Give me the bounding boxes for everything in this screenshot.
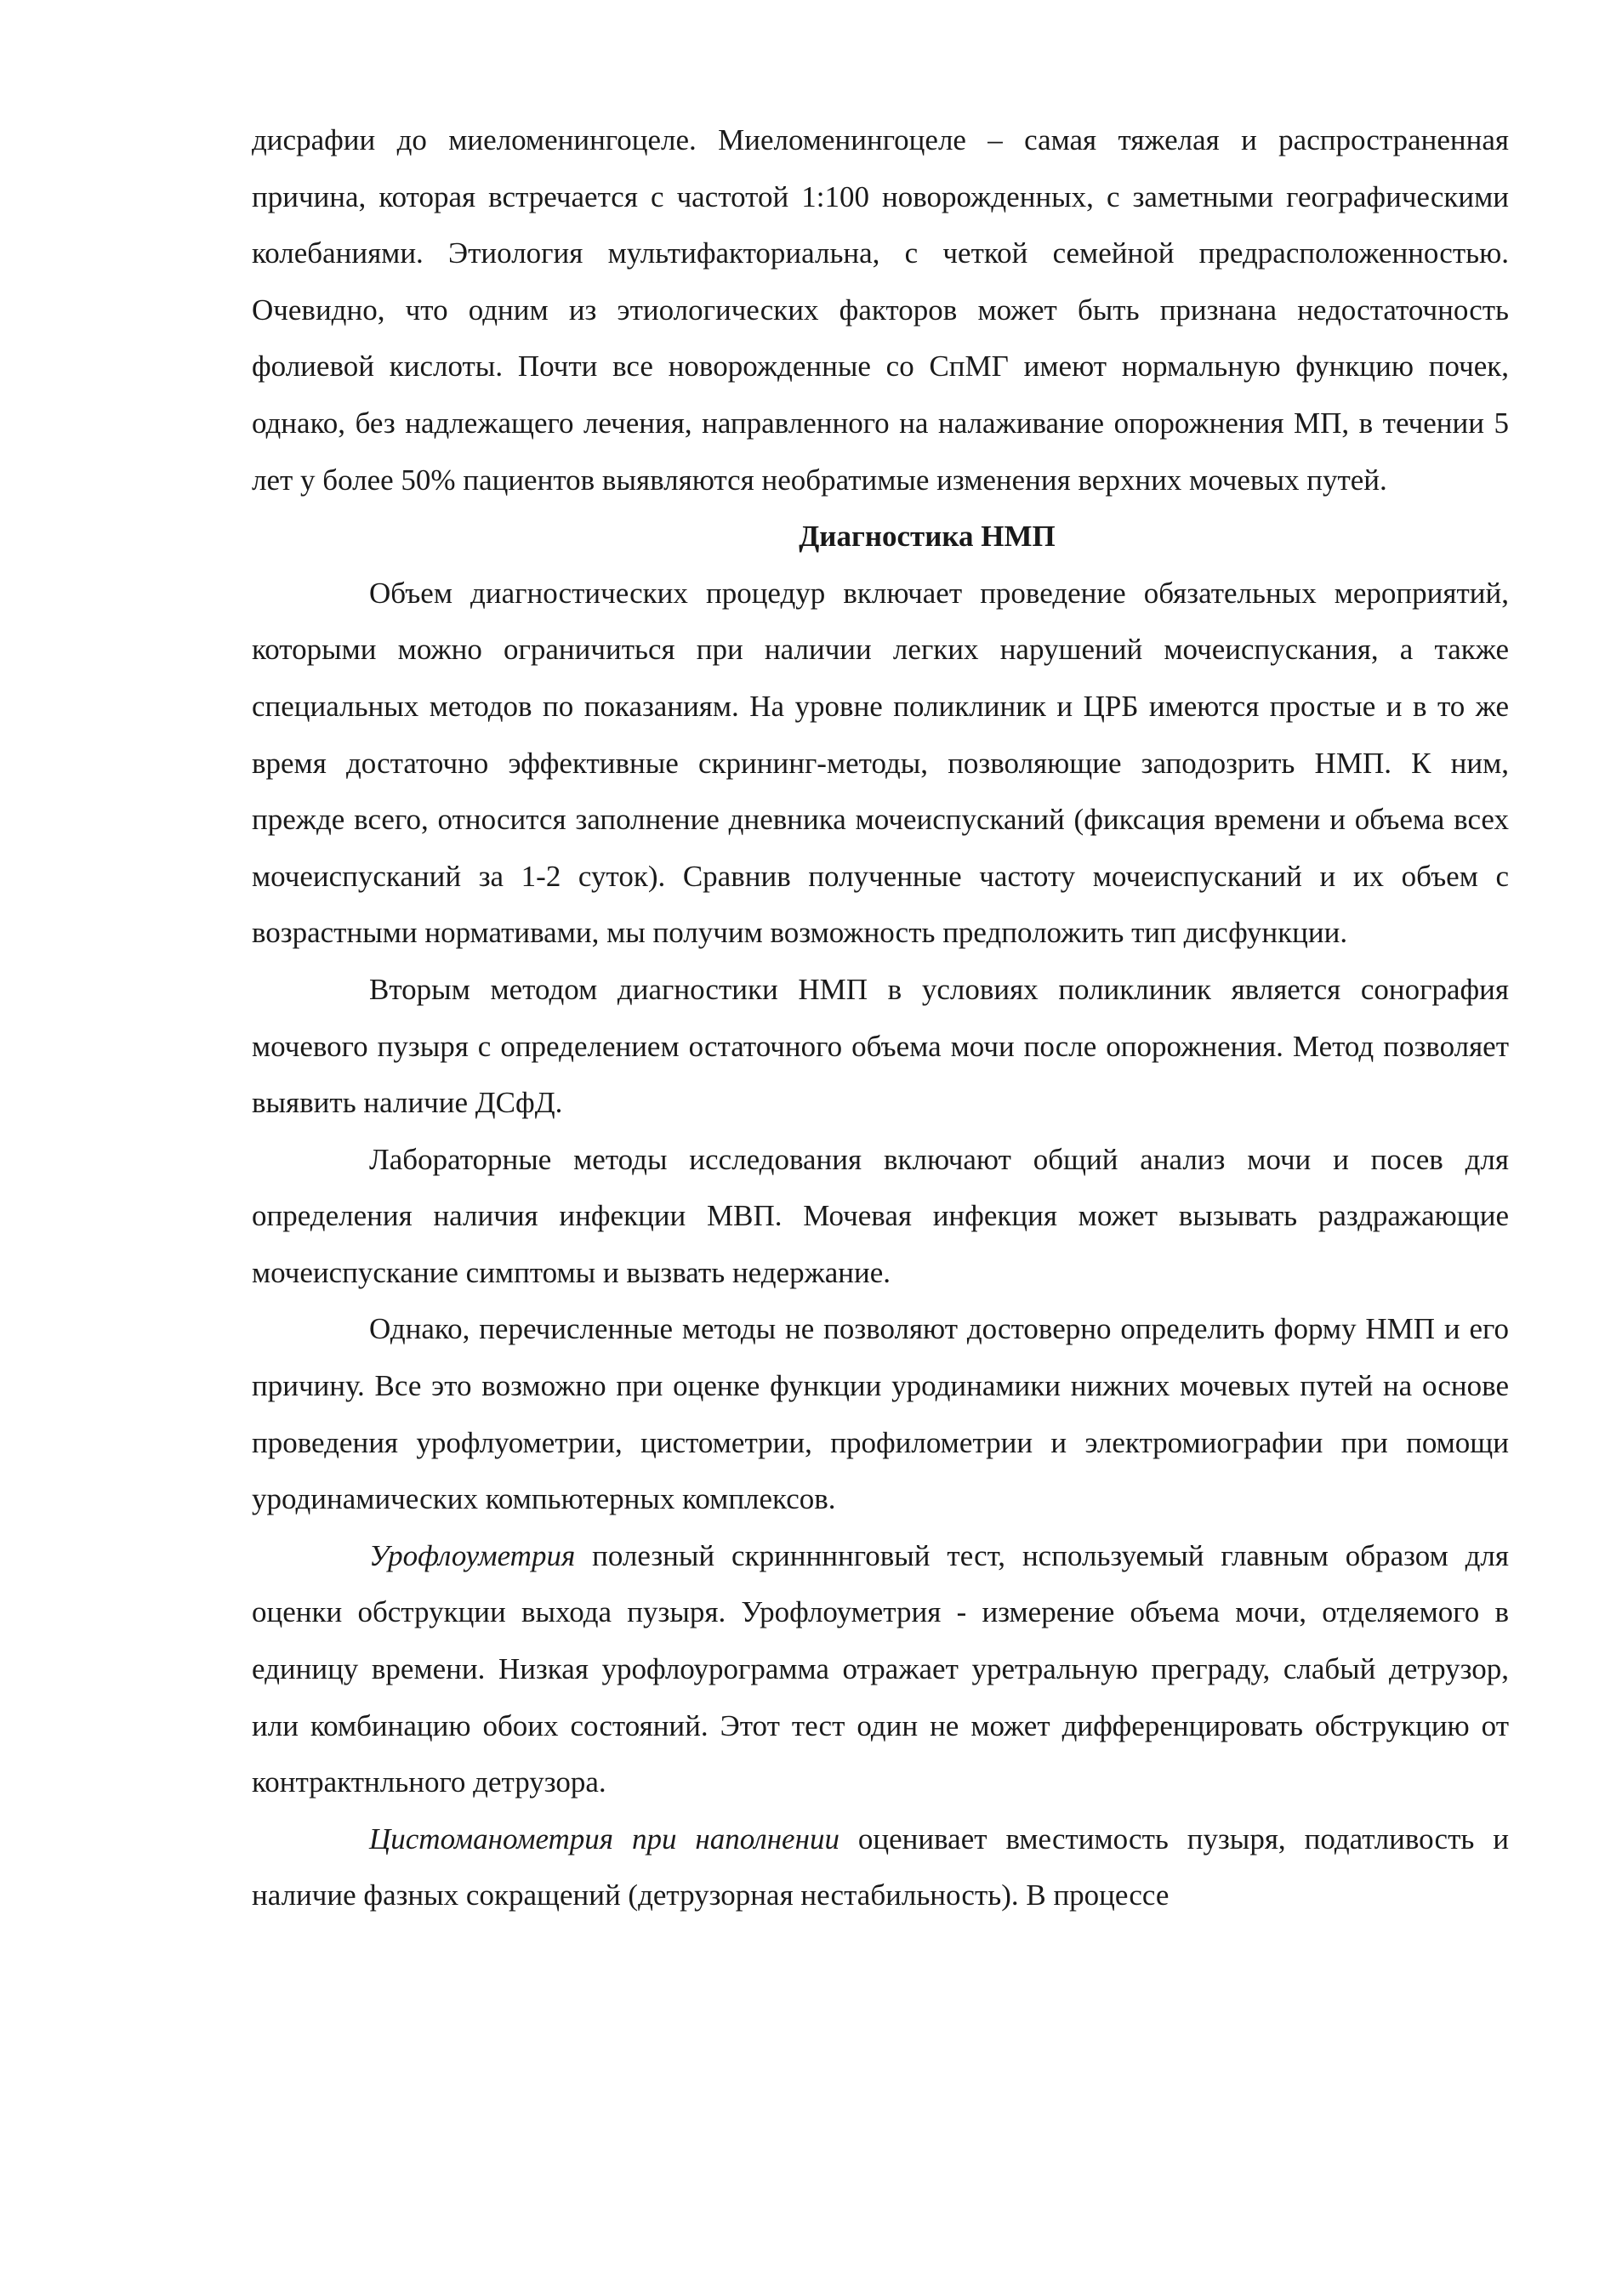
section-heading: Диагностика НМП <box>799 520 1056 554</box>
paragraph-urodynamics: Однако, перечисленные методы не позволяют достоверно определить форму НМП и его причину. Все это возможно при оценке функции уродинамики нижних мочевых путей на основе проведения урофлуометрии, цистометрии, профилометрии и электромиографии при помощи уродинамических компьютерных комплексов. <box>252 1312 1509 1516</box>
paragraph-uroflowmetry <box>252 1528 1509 1811</box>
term-cystometry: Цистоманометрия при наполнении <box>369 1821 839 1856</box>
uroflowmetry-text: полезный скриннннговый тест, нспользуемый главным образом для оценки обструкции выхода пузыря. Урофлоуметрия - измерение объема мочи, отделяемого в единицу времени. Низкая урофлоурограмма отражает уретральную преграду, слабый детрузор, или комбинацию обоих состояний. Этот тест один не может дифференцировать обструкцию от контрактнльного детрузора. <box>252 1538 1509 1799</box>
cystometry-text: оценивает вместимость пузыря, податливость и наличие фазных сокращений (детрузорная нестабильность). В процессе <box>252 1821 1509 1912</box>
paragraph-cystometry <box>252 1811 1509 1924</box>
term-uroflowmetry: Урофлоуметрия <box>369 1538 576 1572</box>
paragraph-sonography: Вторым методом диагностики НМП в условиях поликлиник является сонография мочевого пузыря с определением остаточного объема мочи после опорожнения. Метод позволяет выявить наличие ДСфД. <box>252 972 1509 1120</box>
paragraph-lab-methods: Лабораторные методы исследования включают общий анализ мочи и посев для определения наличия инфекции МВП. Мочевая инфекция может вызывать раздражающие мочеиспускание симптомы и вызвать недержание. <box>252 1142 1509 1289</box>
paragraph-myelomeningocele: дисрафии до миеломенингоцеле. Миеломенингоцеле – самая тяжелая и распространенная причина, которая встречается с частотой 1:100 новорожденных, с заметными географическими колебаниями. Этиология мультифакториальна, с четкой семейной предрасположенностью. Очевидно, что одним из этиологических факторов может быть признана недостаточность фолиевой кислоты. Почти все новорожденные со СпМГ имеют нормальную функцию почек, однако, без надлежащего лечения, направленного на налаживание опорожнения МП, в течении 5 лет у более 50% пациентов выявляются необратимые изменения верхних мочевых путей. <box>252 123 1509 497</box>
document-page <box>252 112 1509 1924</box>
paragraph-diagnostics-scope: Объем диагностических процедур включает проведение обязательных мероприятий, которыми можно ограничиться при наличии легких нарушений мочеиспускания, а также специальных методов по показаниям. На уровне поликлиник и ЦРБ имеются простые и в то же время достаточно эффективные скрининг-методы, позволяющие заподозрить НМП. К ним, прежде всего, относится заполнение дневника мочеиспусканий (фиксация времени и объема всех мочеиспусканий за 1-2 суток). Сравнив полученные частоту мочеиспусканий и их объем с возрастными нормативами, мы получим возможность предположить тип дисфункции. <box>252 576 1509 950</box>
